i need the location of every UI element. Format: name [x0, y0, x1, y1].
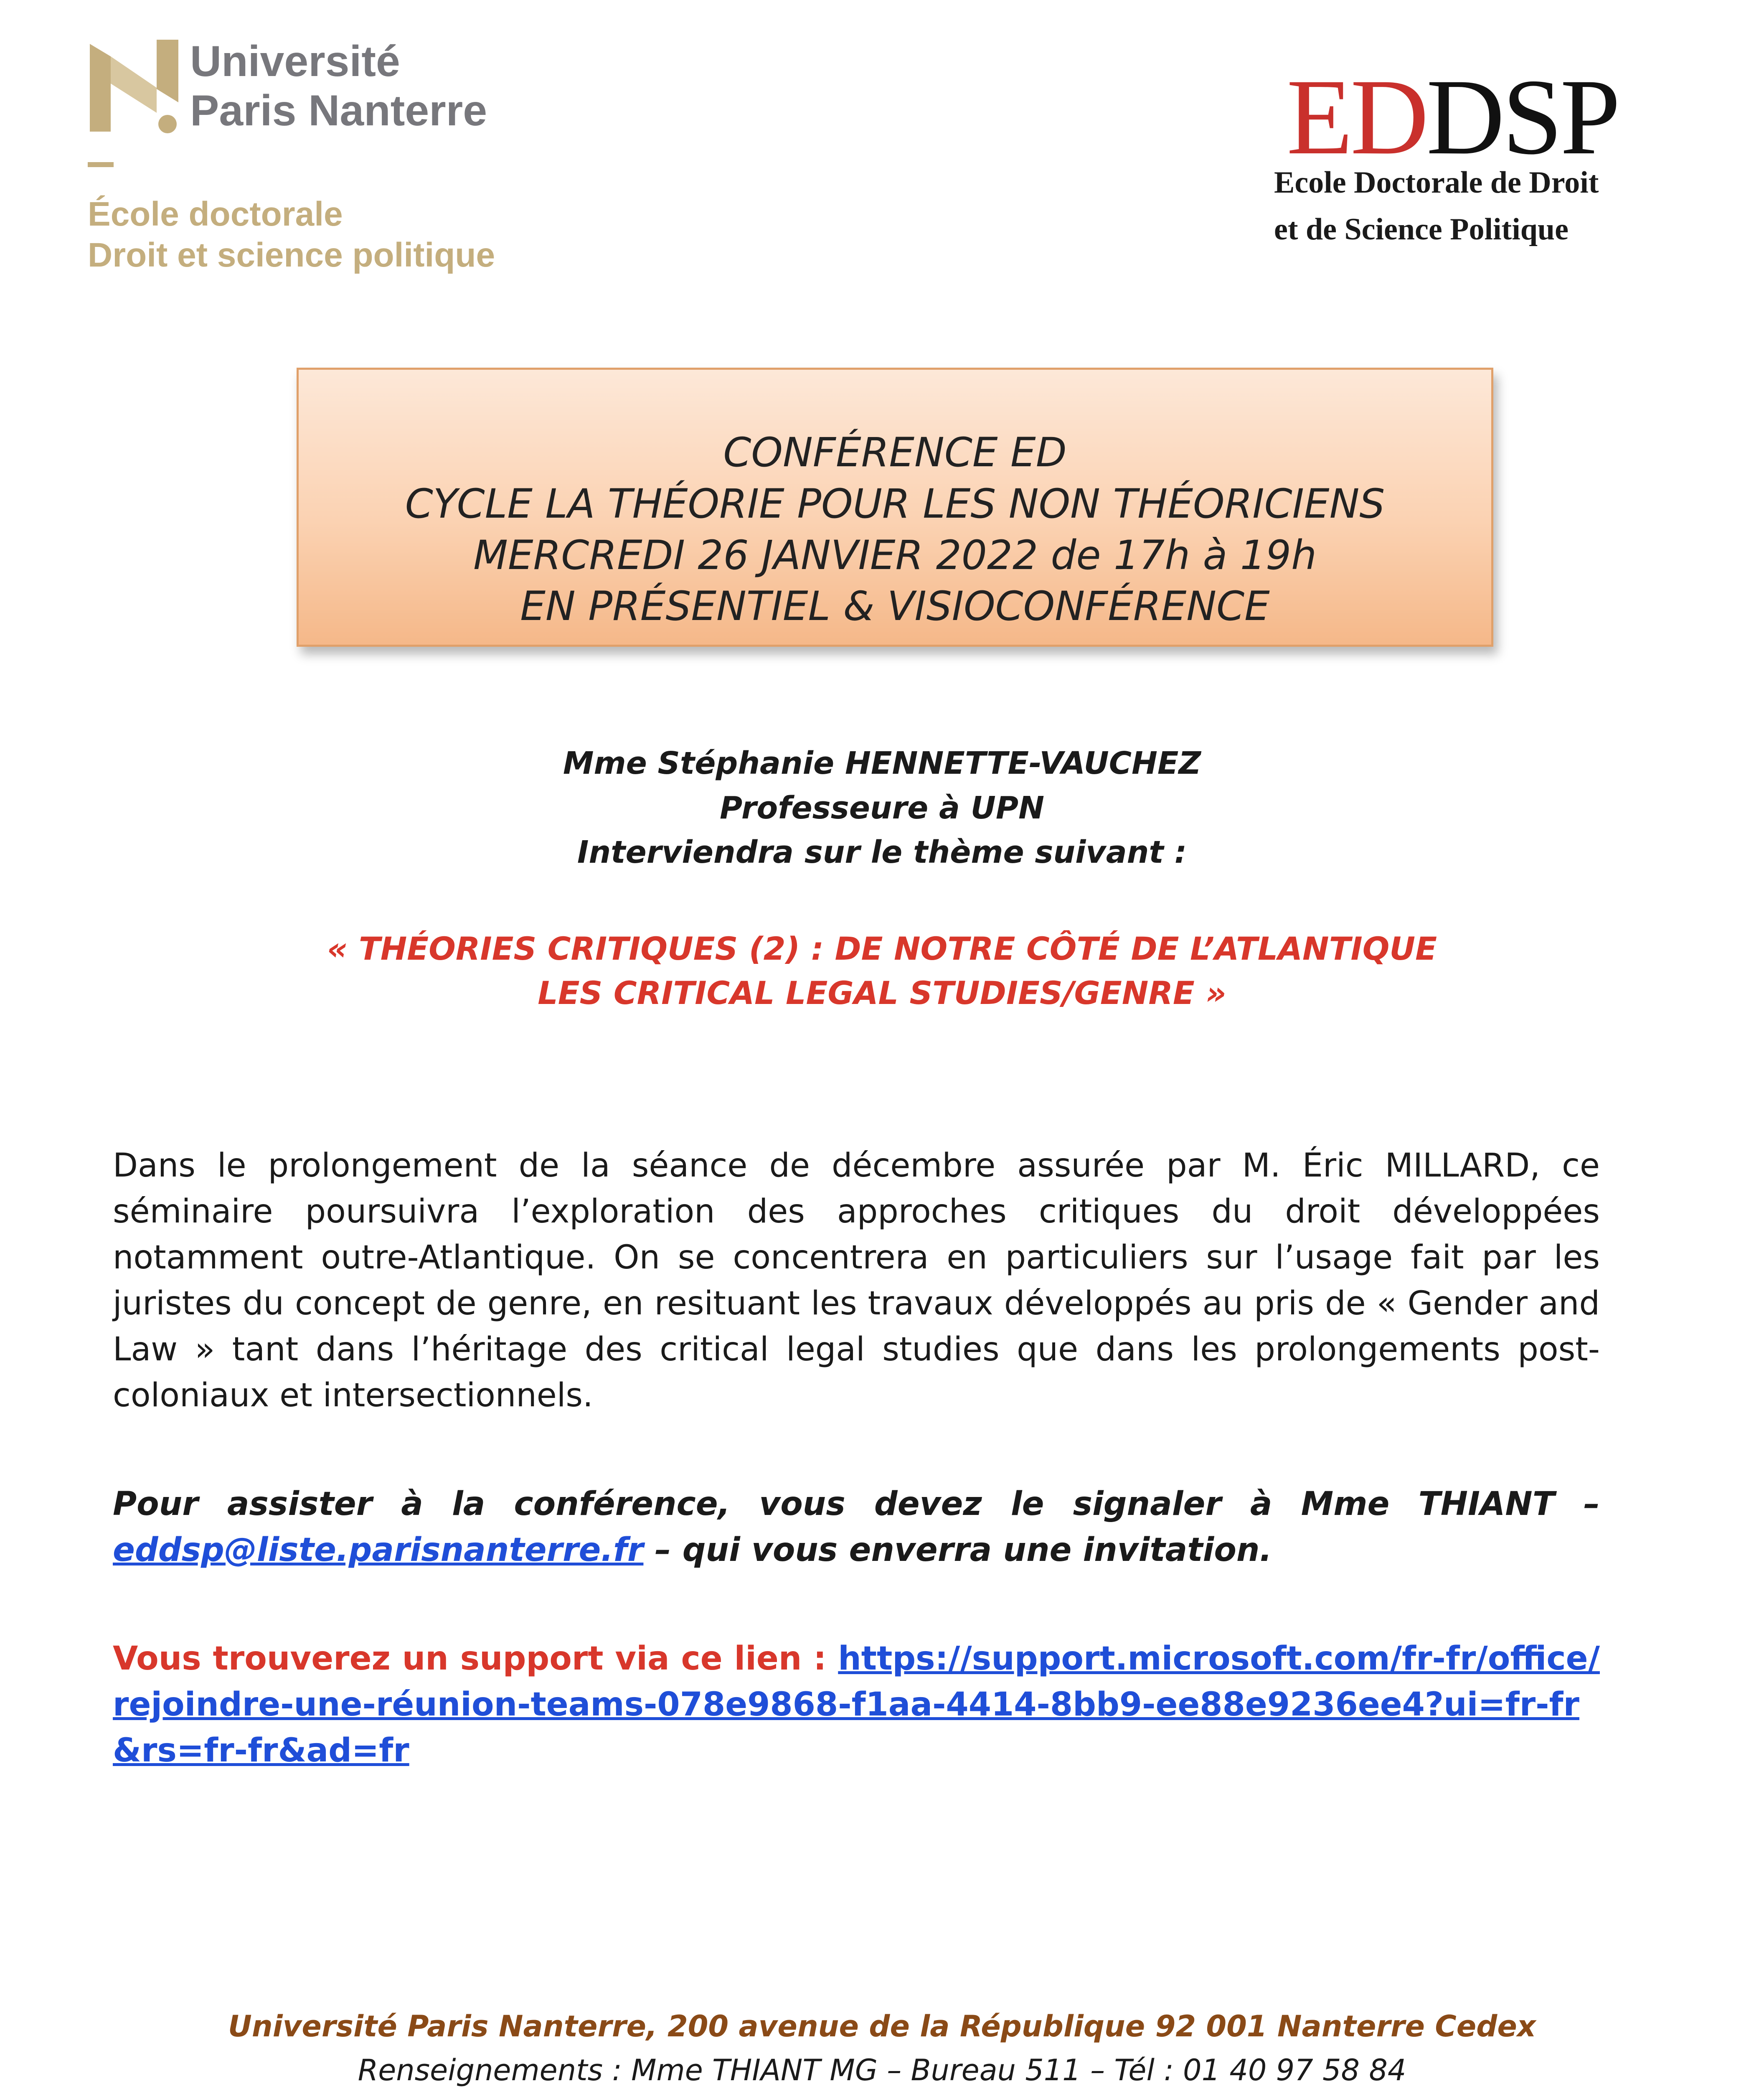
- speaker-name: Mme Stéphanie HENNETTE-VAUCHEZ: [563, 745, 1201, 781]
- theme-title-line1: « THÉORIES CRITIQUES (2) : DE NOTRE CÔTÉ DE L’ATLANTIQUE: [327, 930, 1437, 967]
- support-paragraph: [113, 1636, 1600, 1774]
- eddsp-letter-2: D: [1426, 57, 1503, 177]
- eddsp-wordmark: [1287, 57, 1618, 177]
- eddsp-letter-1: D: [1350, 57, 1426, 177]
- logo-divider: [88, 162, 114, 167]
- banner-date: MERCREDI 26 JANVIER 2022 de 17h à 19h: [473, 532, 1317, 579]
- eddsp-letter-4: P: [1560, 57, 1618, 177]
- footer-contact: Renseignements : Mme THIANT MG – Bureau 511 – Tél : 01 40 97 58 84: [358, 2053, 1406, 2087]
- registration-text: Pour assister à la conférence, vous devez le signaler à Mme THIANT –: [113, 1485, 1600, 1523]
- banner-title: CONFÉRENCE ED: [723, 429, 1067, 476]
- speaker-intro: Interviendra sur le thème suivant :: [577, 834, 1187, 870]
- eddsp-subtitle-line1: Ecole Doctorale de Droit: [1274, 165, 1599, 200]
- registration-email-link[interactable]: eddsp@liste.parisnanterre.fr: [113, 1531, 644, 1569]
- university-name-line2: Paris Nanterre: [190, 86, 487, 135]
- eddsp-letter-3: S: [1502, 57, 1560, 177]
- footer-address: Université Paris Nanterre, 200 avenue de la République 92 001 Nanterre Cedex: [228, 2009, 1536, 2043]
- eddsp-subtitle-line2: et de Science Politique: [1274, 212, 1569, 247]
- support-link[interactable]: https://support.microsoft.com/fr-fr/office/rejoindre-une-réunion-teams-078e9868-f1aa-4414-8bb9-ee88e9236ee4?ui=fr-fr&rs=fr-fr&ad=fr: [113, 1640, 1600, 1769]
- banner-cycle: CYCLE LA THÉORIE POUR LES NON THÉORICIENS: [405, 480, 1385, 527]
- theme-title-line2: LES CRITICAL LEGAL STUDIES/GENRE »: [538, 974, 1226, 1011]
- university-n-mark-icon: [86, 40, 186, 136]
- university-logo: [86, 37, 566, 136]
- registration-paragraph: [113, 1481, 1600, 1573]
- university-name-line1: Université: [190, 37, 400, 86]
- description-paragraph: Dans le prolongement de la séance de décembre assurée par M. Éric MILLARD, ce séminaire poursuivra l’exploration des approches critiques du droit développées notamment outre-Atlantique. On se concentrera en particuliers sur l’usage fait par les juristes du concept de genre, en resituant les travaux développés au pris de « Gender and Law » tant dans l’héritage des critical legal studies que dans les prolongements post-coloniaux et intersectionnels.: [113, 1147, 1600, 1414]
- speaker-role: Professeure à UPN: [719, 790, 1045, 826]
- eddsp-logo: [1270, 57, 1662, 259]
- support-text: Vous trouverez un support via ce lien :: [113, 1640, 838, 1677]
- doctoral-school-line1: École doctorale: [88, 195, 343, 233]
- conference-banner: [297, 368, 1493, 647]
- registration-suffix: – qui vous enverra une invitation.: [643, 1531, 1272, 1569]
- banner-format: EN PRÉSENTIEL & VISIOCONFÉRENCE: [520, 583, 1270, 630]
- eddsp-letter-0: E: [1287, 57, 1350, 177]
- doctoral-school-line2: Droit et science politique: [88, 236, 495, 274]
